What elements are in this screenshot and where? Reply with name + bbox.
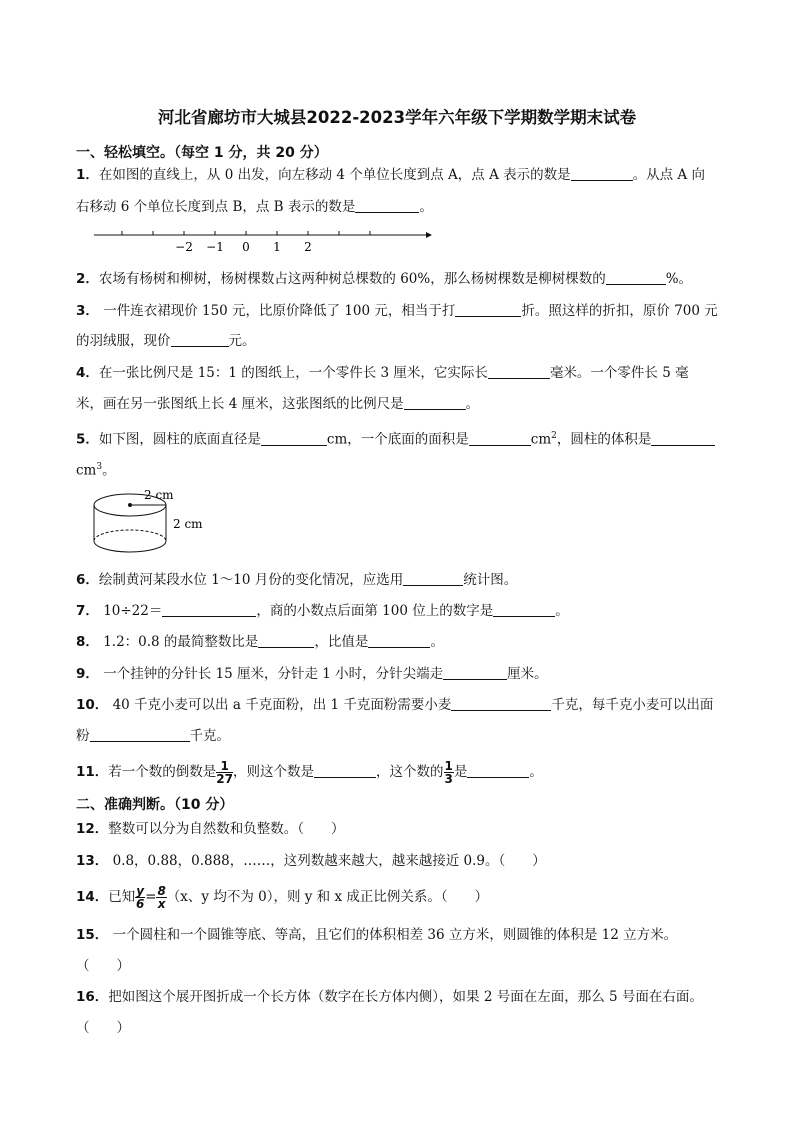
question-text: 整数可以分为自然数和负整数。（ ） bbox=[108, 821, 345, 837]
question-text: 千克，每千克小麦可以出面 bbox=[551, 697, 714, 713]
question-text: 厘米。 bbox=[507, 666, 548, 682]
question-text: ，则这个数是 bbox=[233, 764, 314, 780]
superscript: 2 bbox=[551, 431, 557, 441]
answer-parentheses[interactable]: （ ） bbox=[76, 1020, 130, 1036]
question-text: 在一张比例尺是 15：1 的图纸上，一个零件长 3 厘米，它实际长 bbox=[98, 365, 488, 381]
height-label: 2 cm bbox=[173, 517, 203, 531]
fraction bbox=[444, 760, 454, 785]
answer-blank[interactable] bbox=[455, 302, 521, 317]
question-3-cont bbox=[76, 332, 256, 350]
question-14 bbox=[76, 884, 488, 910]
answer-blank[interactable] bbox=[171, 332, 229, 347]
question-1-cont bbox=[76, 198, 433, 216]
answer-blank[interactable] bbox=[606, 270, 666, 285]
question-text: 折。照这样的折扣，原价 700 元 bbox=[521, 303, 718, 319]
numerator: 1 bbox=[444, 759, 453, 773]
answer-blank[interactable] bbox=[469, 431, 531, 446]
question-text: 把如图这个展开图折成一个长方体（数字在长方体内侧），如果 2 号面在左面，那么 5 号面在右面。 bbox=[108, 989, 703, 1005]
denominator: x bbox=[157, 897, 166, 911]
diameter-label: 2 cm bbox=[144, 488, 174, 502]
question-text: （x、y 均不为 0），则 y 和 x 成正比例关系。（ ） bbox=[166, 889, 489, 905]
question-text: 若一个数的倒数是 bbox=[108, 764, 217, 780]
question-number: 6． bbox=[76, 572, 99, 588]
question-7 bbox=[76, 602, 569, 620]
page-title: 河北省廊坊市大城县2022-2023学年六年级下学期数学期末试卷 bbox=[157, 108, 637, 127]
question-number: 4． bbox=[76, 365, 99, 381]
answer-blank[interactable] bbox=[493, 602, 555, 617]
answer-blank[interactable] bbox=[467, 763, 529, 778]
question-text: ，商的小数点后面第 100 位上的数字是 bbox=[256, 603, 494, 619]
question-text: ，圆柱的体积是 bbox=[556, 431, 652, 448]
numerator: 8 bbox=[157, 884, 166, 898]
question-5 bbox=[76, 427, 715, 449]
question-text: 在如图的直线上，从 0 出发，向左移动 4 个单位长度到点 A，点 A 表示的数是 bbox=[98, 167, 571, 183]
question-text: 是 bbox=[453, 764, 468, 780]
superscript: 3 bbox=[96, 462, 103, 472]
question-text: 绘制黄河某段水位 1～10 月份的变化情况，应选用 bbox=[98, 572, 404, 588]
question-10-cont bbox=[76, 727, 230, 745]
question-number: 9． bbox=[76, 666, 99, 682]
fraction bbox=[135, 885, 145, 910]
answer-blank[interactable] bbox=[355, 198, 419, 213]
question-text: ，这个数的 bbox=[376, 764, 444, 780]
question-text: 元。 bbox=[228, 333, 256, 349]
question-4 bbox=[76, 364, 689, 382]
answer-blank[interactable] bbox=[314, 763, 376, 778]
answer-blank[interactable] bbox=[261, 431, 327, 446]
question-number: 14． bbox=[76, 889, 109, 905]
question-text: 已知 bbox=[108, 889, 136, 905]
answer-blank[interactable] bbox=[258, 633, 314, 648]
question-text: 农场有杨树和柳树，杨树棵数占这两种树总棵数的 60%，那么杨树棵数是柳树棵数的 bbox=[98, 271, 606, 287]
question-6 bbox=[76, 571, 517, 589]
answer-blank[interactable] bbox=[162, 602, 256, 617]
answer-blank[interactable] bbox=[403, 571, 463, 586]
answer-blank[interactable] bbox=[451, 696, 551, 711]
question-15-cont bbox=[76, 957, 130, 975]
answer-parentheses[interactable]: （ ） bbox=[76, 958, 130, 974]
question-text: 千克。 bbox=[189, 728, 230, 744]
denominator: 27 bbox=[216, 772, 233, 786]
question-text: cm bbox=[530, 431, 552, 448]
question-number: 5． bbox=[76, 431, 99, 448]
answer-blank[interactable] bbox=[90, 727, 190, 742]
question-number: 8． bbox=[76, 634, 99, 650]
question-text: 。 bbox=[430, 634, 444, 650]
question-text: 统计图。 bbox=[463, 572, 518, 588]
question-10 bbox=[76, 696, 713, 714]
question-text: 。 bbox=[419, 199, 433, 215]
question-text: 。 bbox=[529, 764, 543, 780]
numerator: y bbox=[136, 884, 145, 898]
section-1-heading: 一、轻松填空。（每空 1 分，共 20 分） bbox=[76, 145, 328, 161]
question-text: 的羽绒服，现价 bbox=[76, 333, 171, 349]
question-text: 一个挂钟的分针长 15 厘米，分针走 1 小时，分针尖端走 bbox=[98, 666, 444, 682]
number-line bbox=[90, 227, 435, 255]
question-number: 10． bbox=[76, 697, 109, 713]
question-text: 右移动 6 个单位长度到点 B，点 B 表示的数是 bbox=[76, 199, 356, 215]
cylinder-figure bbox=[88, 486, 218, 558]
answer-blank[interactable] bbox=[488, 364, 550, 379]
fraction bbox=[156, 885, 166, 910]
question-text: 毫米。一个零件长 5 毫 bbox=[549, 365, 689, 381]
question-12 bbox=[76, 820, 345, 838]
numerator: 1 bbox=[216, 760, 233, 773]
question-text: 0.8，0.88，0.888，……，这列数越来越大，越来越接近 0.9。（ ） bbox=[108, 853, 546, 869]
question-3 bbox=[76, 302, 718, 320]
question-4-cont bbox=[76, 395, 479, 413]
question-text: 。 bbox=[102, 462, 116, 479]
question-number: 2． bbox=[76, 271, 99, 287]
question-number: 13． bbox=[76, 853, 109, 869]
answer-blank[interactable] bbox=[404, 395, 466, 410]
tick-label: 1 bbox=[273, 240, 281, 254]
question-16-cont bbox=[76, 1019, 130, 1037]
question-text: 10÷22＝ bbox=[98, 603, 163, 619]
question-number: 15． bbox=[76, 927, 109, 943]
question-text: 一个圆柱和一个圆锥等底、等高，且它们的体积相差 36 立方米，则圆锥的体积是 12 立方米。 bbox=[108, 927, 678, 943]
question-5-cont bbox=[76, 458, 116, 480]
equals-sign: = bbox=[145, 889, 157, 905]
question-text: cm bbox=[76, 462, 97, 479]
question-text: 1.2：0.8 的最简整数比是 bbox=[98, 634, 259, 650]
question-number: 3． bbox=[76, 303, 99, 319]
tick-label: −2 bbox=[175, 240, 193, 254]
answer-blank[interactable] bbox=[443, 665, 507, 680]
answer-blank[interactable] bbox=[571, 166, 633, 181]
question-text: 。 bbox=[465, 396, 480, 412]
question-text: ，比值是 bbox=[314, 634, 369, 650]
answer-blank[interactable] bbox=[651, 431, 715, 446]
question-number: 11． bbox=[76, 764, 109, 780]
question-16 bbox=[76, 988, 703, 1006]
question-text: 米，画在另一张图纸上长 4 厘米，这张图纸的比例尺是 bbox=[76, 396, 404, 412]
question-8 bbox=[76, 633, 444, 651]
question-number: 1． bbox=[76, 167, 99, 183]
tick-label: 2 bbox=[304, 240, 312, 254]
answer-blank[interactable] bbox=[368, 633, 430, 648]
section-2-heading: 二、准确判断。（10 分） bbox=[76, 797, 234, 813]
fraction bbox=[216, 760, 233, 785]
question-text: 40 千克小麦可以出 a 千克面粉，出 1 千克面粉需要小麦 bbox=[108, 697, 452, 713]
denominator: 6 bbox=[136, 897, 145, 911]
question-9 bbox=[76, 665, 548, 683]
question-number: 7． bbox=[76, 603, 99, 619]
question-text: 粉 bbox=[76, 728, 90, 744]
question-text: 。从点 A 向 bbox=[632, 167, 705, 183]
question-text: 一件连衣裙现价 150 元，比原价降低了 100 元，相当于打 bbox=[98, 303, 456, 319]
question-text: cm，一个底面的面积是 bbox=[326, 431, 469, 448]
question-number: 12． bbox=[76, 821, 109, 837]
question-number: 16． bbox=[76, 989, 109, 1005]
denominator: 3 bbox=[444, 772, 453, 786]
question-15 bbox=[76, 926, 677, 944]
question-13 bbox=[76, 852, 546, 870]
question-text: 如下图，圆柱的底面直径是 bbox=[98, 431, 261, 448]
tick-label: −1 bbox=[206, 240, 224, 254]
question-text: 。 bbox=[555, 603, 569, 619]
tick-label: 0 bbox=[242, 240, 250, 254]
question-11 bbox=[76, 760, 543, 784]
question-1 bbox=[76, 166, 705, 184]
question-2 bbox=[76, 270, 692, 288]
question-text: %。 bbox=[665, 271, 693, 287]
